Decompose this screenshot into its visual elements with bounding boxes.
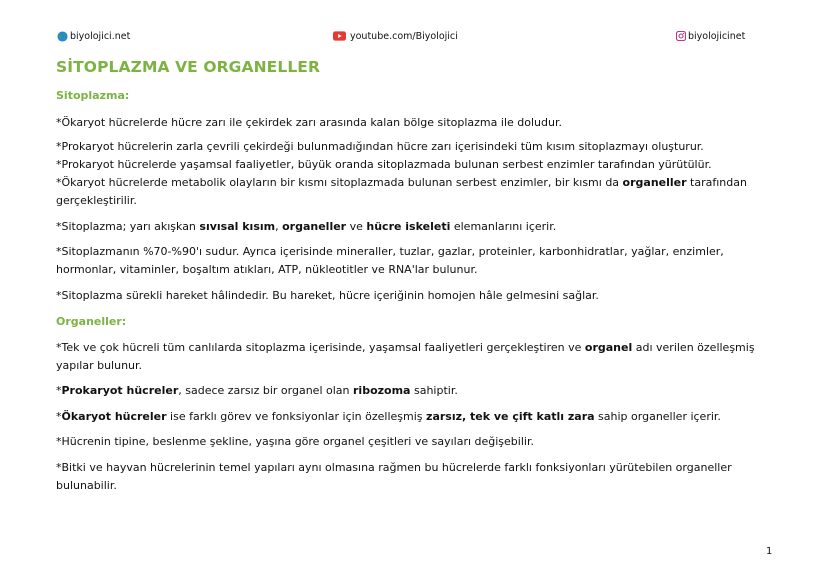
- page-title: SİTOPLAZMA VE ORGANELLER: [56, 58, 321, 76]
- paragraph: *Ökaryot hücreler ise farklı görev ve fonksiyonlar için özelleşmiş zarsız, tek ve çift katlı zara sahip organeller içerir.: [56, 410, 721, 423]
- paragraph: *Prokaryot hücreler, sadece zarsız bir organel olan ribozoma sahiptir.: [56, 384, 458, 397]
- instagram-icon: [676, 31, 686, 41]
- section-heading-organeller: Organeller:: [56, 315, 127, 328]
- youtube-icon: [333, 31, 346, 41]
- section-heading-sitoplazma: Sitoplazma:: [56, 89, 130, 102]
- youtube-text: youtube.com/Biyolojici: [350, 30, 458, 42]
- bold-term: organeller: [282, 220, 347, 233]
- bold-term: organel: [584, 341, 633, 354]
- paragraph: *Bitki ve hayvan hücrelerinin temel yapıları aynı olmasına rağmen bu hücrelerde farklı fonksiyonları yürütebilen organeller bulunabilir.: [56, 461, 732, 492]
- bold-term: ribozoma: [353, 384, 411, 397]
- bold-term: organeller: [622, 176, 687, 189]
- paragraph: *Tek ve çok hücreli tüm canlılarda sitoplazma içerisinde, yaşamsal faaliyetleri gerçekleştiren ve organel adı verilen özelleşmiş yapılar bulunur.: [56, 341, 755, 372]
- instagram-link[interactable]: [676, 29, 745, 43]
- bold-term: sıvısal kısım: [199, 220, 276, 233]
- paragraph: *Prokaryot hücrelerin zarla çevrili çekirdeği bulunmadığından hücre zarı içerisindeki tüm kısım sitoplazmayı oluşturur.: [56, 140, 704, 153]
- paragraph: *Ökaryot hücrelerde hücre zarı ile çekirdek zarı arasında kalan bölge sitoplazma ile doludur.: [56, 116, 562, 129]
- youtube-link[interactable]: [333, 29, 458, 43]
- paragraph: *Sitoplazma sürekli hareket hâlindedir. Bu hareket, hücre içeriğinin homojen hâle gelmesini sağlar.: [56, 289, 599, 302]
- paragraph: *Ökaryot hücrelerde metabolik olayların bir kısmı sitoplazmada bulunan serbest enzimler, bir kısmı da organeller tarafından gerçekleştirilir.: [56, 176, 747, 207]
- bold-term: Ökaryot hücreler: [61, 410, 167, 423]
- page-number: 1: [766, 546, 773, 557]
- paragraph: *Sitoplazma; yarı akışkan sıvısal kısım, organeller ve hücre iskeleti elemanlarını içerir.: [56, 220, 557, 233]
- paragraph: *Sitoplazmanın %70-%90'ı sudur. Ayrıca içerisinde mineraller, tuzlar, gazlar, proteinler, karbonhidratlar, yağlar, enzimler, hormonlar, vitaminler, boşaltım atıkları, ATP, nükleotitler ve RNA'lar bulunur.: [56, 245, 724, 276]
- paragraph: *Hücrenin tipine, beslenme şekline, yaşına göre organel çeşitleri ve sayıları değişebilir.: [56, 435, 534, 448]
- instagram-text: biyolojicinet: [688, 30, 746, 42]
- bold-term: Prokaryot hücreler: [61, 384, 179, 397]
- website-link[interactable]: [57, 29, 130, 43]
- paragraph: *Prokaryot hücrelerde yaşamsal faaliyetler, büyük oranda sitoplazmada bulunan serbest enzimler tarafından yürütülür.: [56, 158, 712, 171]
- bold-term: zarsız, tek ve çift katlı zara: [426, 410, 595, 423]
- bold-term: hücre iskeleti: [366, 220, 451, 233]
- globe-icon: [57, 31, 68, 42]
- website-text: biyolojici.net: [70, 30, 131, 42]
